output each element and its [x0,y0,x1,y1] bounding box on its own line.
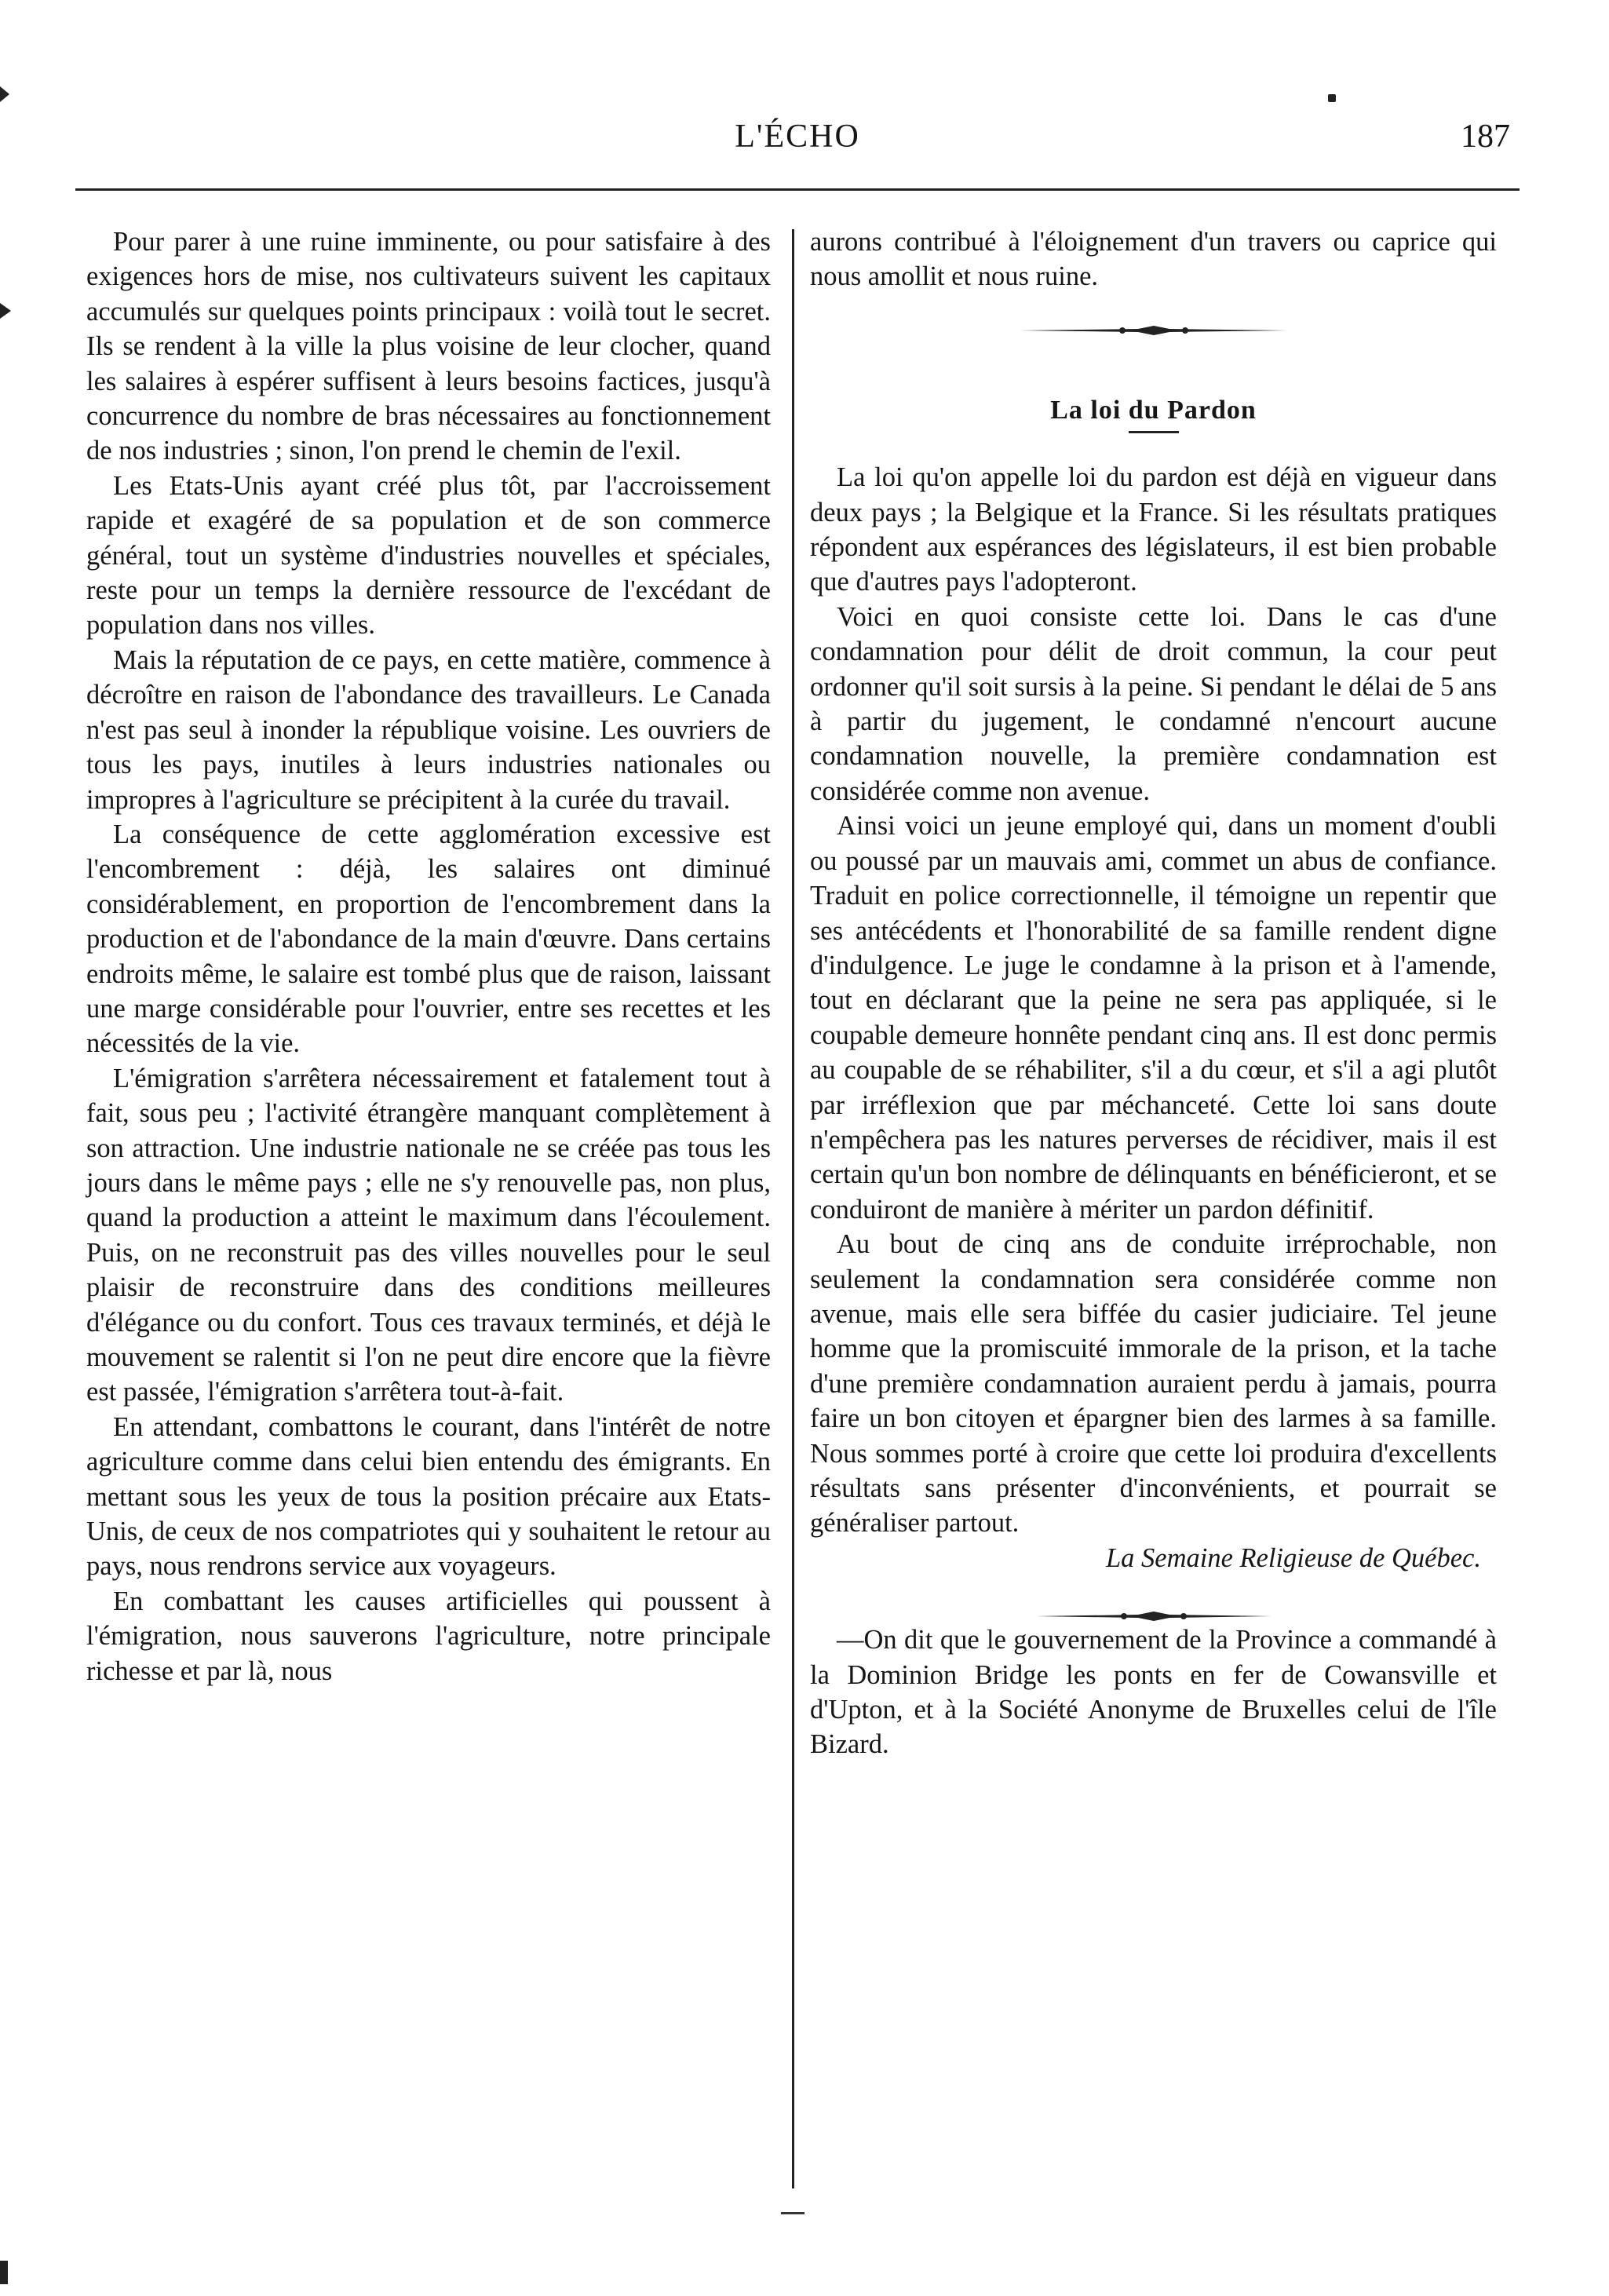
ornamental-rule [1020,324,1287,337]
section-title: La loi du Pardon [1050,395,1257,425]
left-column [86,224,771,1688]
continued-paragraph: aurons contribué à l'éloignement d'un travers ou caprice qui nous amollit et nous ruine. [810,227,1497,292]
paragraph: L'émigration s'arrêtera nécessairement et fatalement tout à fait, sous peu ; l'activité étrangère manquant complètement à son attraction. Une industrie nationale ne se créée pas tous les jours dans le même pays ; elle ne s'y renouvelle pas, non plus, quand la production a atteint le maximum dans l'écoulement. Puis, on ne reconstruit pas des villes nouvelles pour le seul plaisir de reconstruire dans des conditions meilleures d'élégance ou du confort. Tous ces travaux terminés, et déjà le mouvement se ralentit si l'on ne peut dire encore que la fièvre est passée, l'émigration s'arrêtera tout-à-fait. [86,1063,771,1407]
paragraph: La loi qu'on appelle loi du pardon est déjà en vigueur dans deux pays ; la Belgique et la France. Si les résultats pratiques répondent aux espérances des législateurs, il est bien probable que d'autres pays l'adopteront. [810,462,1497,597]
running-title: L'ÉCHO [735,119,860,155]
paragraph: En attendant, combattons le courant, dans l'intérêt de notre agriculture comme dans celui bien entendu des émigrants. En mettant sous les yeux de tous la position précaire aux Etats-Unis, de ceux de nos compatriotes qui y souhaitent le retour au pays, nous rendrons service aux voyageurs. [86,1411,771,1582]
print-speck [1328,94,1336,102]
paragraph: Pour parer à une ruine imminente, ou pour satisfaire à des exigences hors de mise, nos cultivateurs suivent les capitaux accumulés sur quelques points principaux : voilà tout le secret. Ils se rendent à la ville la plus voisine de leur clocher, quand les salaires à espérer suffisent à leurs besoins factices, jusqu'à concurrence du nombre de bras nécessaires au fonctionnement de nos industries ; sinon, l'on prend le chemin de l'exil. [86,227,771,466]
title-rule [1129,431,1179,433]
right-column [810,224,1497,1762]
margin-edge-mark [0,2261,8,2284]
source-attribution: La Semaine Religieuse de Québec. [1105,1542,1481,1573]
bottom-rule [781,2212,804,2214]
paragraph: Les Etats-Unis ayant créé plus tôt, par l'accroissement rapide et exagéré de sa population et de son commerce général, tout un système d'industries nouvelles et spéciales, reste pour un temps la dernière ressource de l'excédant de population dans nos villes. [86,470,771,641]
header-rule [75,188,1520,191]
paragraph: Mais la réputation de ce pays, en cette matière, commence à décroître en raison de l'abondance des travailleurs. Le Canada n'est pas seul à inonder la république voisine. Les ouvriers de tous les pays, inutiles à leurs industries nationales ou impropres à l'agriculture se précipitent à la curée du travail. [86,644,771,815]
column-divider [792,229,794,2188]
paragraph: Voici en quoi consiste cette loi. Dans le cas d'une condamnation pour délit de droit commun, la cour peut ordonner qu'il soit sursis à la peine. Si pendant le délai de 5 ans à partir du jugement, le condamné n'encourt aucune condamnation nouvelle, la première condamnation est considérée comme non avenue. [810,601,1497,806]
margin-arrow-mark [0,303,11,319]
paragraph: La conséquence de cette agglomération excessive est l'encombrement : déjà, les salaires ont diminué considérablement, en proportion de l'encombrement dans la production et de l'abondance de la main d'œuvre. Dans certains endroits même, le salaire est tombé plus que de raison, laissant une marge considérable pour l'ouvrier, entre ses recettes et les nécessités de la vie. [86,819,771,1059]
news-item: —On dit que le gouvernement de la Province a commandé à la Dominion Bridge les ponts en fer de Cowansville et d'Upton, et à la Société Anonyme de Bruxelles celui de l'île Bizard. [810,1625,1497,1760]
paragraph: Ainsi voici un jeune employé qui, dans un moment d'oubli ou poussé par un mauvais ami, commet un abus de confiance. Traduit en police correctionnelle, il témoigne un repentir que ses antécédents et l'honorabilité de sa famille rendent digne d'indulgence. Le juge le condamne à la prison et à l'amende, tout en déclarant que la peine ne sera pas appliquée, si le coupable demeure honnête pendant cinq ans. Il est donc permis au coupable de se réhabiliter, s'il a du cœur, et s'il a agi plutôt par irréflexion que par méchanceté. Cette loi sans doute n'empêchera pas les natures perverses de récidiver, mais il est certain qu'un bon nombre de délinquants en bénéficieront, et se conduiront de manière à mériter un pardon définitif. [810,811,1497,1225]
paragraph: Au bout de cinq ans de conduite irréprochable, non seulement la condamnation sera considérée comme non avenue, mais elle sera biffée du casier judiciaire. Tel jeune homme que la promiscuité immorale de la prison, et la tache d'une première condamnation auraient perdu à jamais, pourra faire un bon citoyen et épargner bien des larmes à sa famille. Nous sommes porté à croire que cette loi produira d'excellents résultats sans présenter d'inconvénients, et pourrait se généraliser partout. [810,1229,1497,1539]
margin-arrow-mark [0,86,9,102]
page-number: 187 [1461,119,1510,155]
running-header [75,118,1520,165]
paragraph: En combattant les causes artificielles qui poussent à l'émigration, nous sauverons l'agriculture, notre principale richesse et par là, nous [86,1586,771,1686]
ornamental-rule [1036,1610,1272,1623]
